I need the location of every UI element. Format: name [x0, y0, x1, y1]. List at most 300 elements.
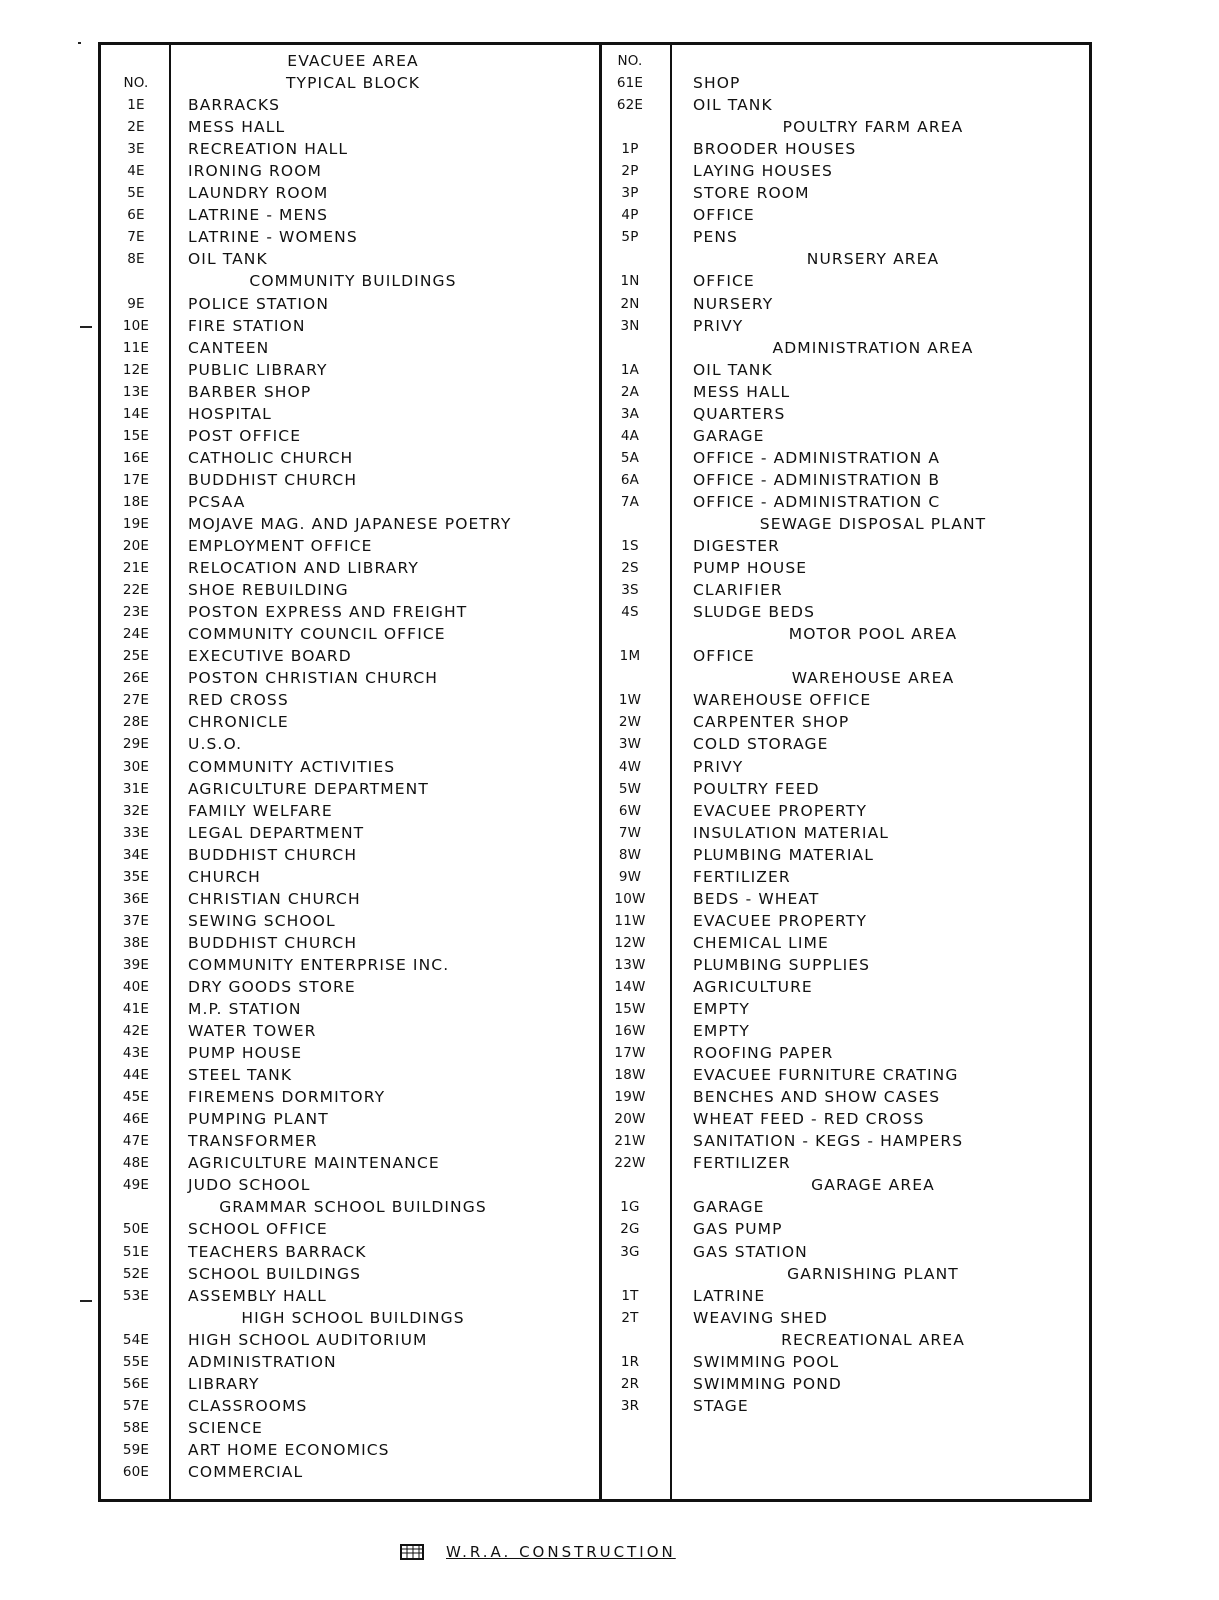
item-number: 29E — [122, 736, 150, 753]
legend-row — [110, 94, 590, 116]
item-number: 7E — [127, 229, 145, 246]
item-number: 3R — [620, 1397, 640, 1414]
item-number: 5W — [618, 780, 642, 797]
item-label: EVACUEE FURNITURE CRATING — [693, 1066, 959, 1085]
legend-row — [605, 72, 1085, 94]
item-number: 18W — [614, 1067, 646, 1084]
section-heading — [110, 1307, 590, 1329]
item-label: COLD STORAGE — [693, 735, 829, 754]
item-label: OFFICE — [693, 272, 755, 291]
item-label: BUDDHIST CHURCH — [188, 845, 358, 864]
item-label: LAYING HOUSES — [693, 162, 833, 181]
item-number: 13W — [614, 956, 646, 973]
item-label: OFFICE — [693, 647, 755, 666]
item-label: DIGESTER — [693, 537, 780, 556]
item-label: PLUMBING SUPPLIES — [693, 955, 871, 974]
legend-row — [605, 1373, 1085, 1395]
item-number: 16W — [614, 1023, 646, 1040]
item-label: CHEMICAL LIME — [693, 933, 829, 952]
item-number: 41E — [122, 1001, 150, 1018]
legend-row — [605, 138, 1085, 160]
item-label: GAS STATION — [693, 1242, 808, 1261]
legend-row — [110, 976, 590, 998]
item-number: 2A — [620, 383, 640, 400]
legend-row — [110, 160, 590, 182]
item-label: BUDDHIST CHURCH — [188, 470, 358, 489]
item-number: 40E — [122, 978, 150, 995]
item-label: SLUDGE BEDS — [693, 603, 816, 622]
item-number: 14E — [122, 405, 150, 422]
item-label: EVACUEE PROPERTY — [693, 801, 868, 820]
footer-caption: W.R.A. CONSTRUCTION — [446, 1543, 676, 1561]
legend-row — [605, 579, 1085, 601]
item-label: EMPTY — [693, 1000, 750, 1019]
item-label: CHRISTIAN CHURCH — [188, 889, 361, 908]
item-label: PRIVY — [693, 316, 744, 335]
item-number: 2S — [621, 560, 639, 577]
legend-row — [605, 182, 1085, 204]
item-number: 9E — [127, 295, 145, 312]
legend-row — [605, 1020, 1085, 1042]
item-number: 1E — [127, 97, 145, 114]
item-number: 14W — [614, 978, 646, 995]
item-label: EMPLOYMENT OFFICE — [188, 537, 373, 556]
item-number: 26E — [122, 670, 150, 687]
legend-row — [605, 1307, 1085, 1329]
legend-row — [110, 888, 590, 910]
item-number: 30E — [122, 758, 150, 775]
margin-tick — [80, 326, 92, 328]
legend-row — [605, 447, 1085, 469]
item-label: M.P. STATION — [188, 1000, 302, 1019]
legend-row — [605, 403, 1085, 425]
item-label: PUMPING PLANT — [188, 1110, 329, 1129]
item-number: 16E — [122, 449, 150, 466]
legend-row — [110, 1020, 590, 1042]
right-legend-column — [605, 50, 1085, 1417]
item-label: RELOCATION AND LIBRARY — [188, 559, 419, 578]
legend-row — [605, 1196, 1085, 1218]
item-number: 17E — [122, 471, 150, 488]
legend-row — [605, 1218, 1085, 1240]
item-label: OFFICE - ADMINISTRATION C — [693, 492, 941, 511]
item-number: 21E — [122, 560, 150, 577]
item-label: HIGH SCHOOL AUDITORIUM — [188, 1330, 428, 1349]
item-label: SWIMMING POOL — [693, 1352, 840, 1371]
item-label: ASSEMBLY HALL — [188, 1286, 327, 1305]
item-label: LIBRARY — [188, 1374, 260, 1393]
legend-row — [110, 1263, 590, 1285]
legend-row — [605, 359, 1085, 381]
item-number: 2E — [127, 119, 145, 136]
item-label: BEDS - WHEAT — [693, 889, 820, 908]
item-label: FIREMENS DORMITORY — [188, 1088, 386, 1107]
item-label: MOJAVE MAG. AND JAPANESE POETRY — [188, 514, 512, 533]
item-number: 1T — [621, 1287, 639, 1304]
item-number: 1S — [621, 538, 639, 555]
item-number: 27E — [122, 692, 150, 709]
item-number: 12W — [614, 934, 646, 951]
item-number: 1R — [620, 1353, 640, 1370]
item-number: 2P — [621, 163, 639, 180]
legend-row — [110, 800, 590, 822]
item-label: SWIMMING POND — [693, 1374, 842, 1393]
item-label: SEWING SCHOOL — [188, 911, 336, 930]
legend-row — [605, 844, 1085, 866]
legend-row — [110, 447, 590, 469]
item-number: 23E — [122, 604, 150, 621]
item-label: OFFICE - ADMINISTRATION B — [693, 470, 941, 489]
item-number: 7W — [618, 824, 642, 841]
legend-row — [110, 315, 590, 337]
legend-row — [110, 535, 590, 557]
item-label: STEEL TANK — [188, 1066, 293, 1085]
legend-row — [110, 910, 590, 932]
section-title: EVACUEE AREA — [287, 52, 419, 70]
item-number: 1M — [619, 648, 641, 665]
legend-row — [110, 1395, 590, 1417]
item-label: POST OFFICE — [188, 426, 302, 445]
item-number: 4S — [621, 604, 639, 621]
item-label: OIL TANK — [693, 360, 773, 379]
legend-row — [605, 270, 1085, 292]
item-label: WHEAT FEED - RED CROSS — [693, 1110, 925, 1129]
item-label: TRANSFORMER — [188, 1132, 318, 1151]
item-number: 19E — [122, 515, 150, 532]
section-heading — [110, 50, 590, 72]
item-label: COMMERCIAL — [188, 1463, 304, 1481]
item-label: PUMP HOUSE — [188, 1044, 303, 1063]
item-label: WATER TOWER — [188, 1022, 317, 1041]
legend-row — [110, 116, 590, 138]
legend-row — [110, 1108, 590, 1130]
item-number: 51E — [122, 1243, 150, 1260]
item-number: 37E — [122, 912, 150, 929]
item-label: CARPENTER SHOP — [693, 713, 850, 732]
item-number: 53E — [122, 1287, 150, 1304]
legend-row — [110, 954, 590, 976]
item-label: OFFICE — [693, 206, 755, 225]
legend-row — [110, 733, 590, 755]
item-number: 4W — [618, 758, 642, 775]
item-label: EMPTY — [693, 1022, 750, 1041]
legend-row — [605, 976, 1085, 998]
legend-row — [605, 645, 1085, 667]
item-number: 20W — [614, 1111, 646, 1128]
legend-row — [110, 359, 590, 381]
item-label: ADMINISTRATION — [188, 1352, 337, 1371]
section-heading — [605, 1263, 1085, 1285]
item-label: DRY GOODS STORE — [188, 977, 356, 996]
legend-row — [605, 756, 1085, 778]
section-title: WAREHOUSE AREA — [791, 669, 955, 688]
item-number: 3S — [621, 582, 639, 599]
legend-row — [605, 822, 1085, 844]
item-label: LATRINE - WOMENS — [188, 228, 358, 247]
item-label: FERTILIZER — [693, 1154, 791, 1173]
item-label: STAGE — [693, 1396, 749, 1415]
item-label: CANTEEN — [188, 338, 270, 357]
legend-row — [110, 491, 590, 513]
item-number: 8W — [618, 846, 642, 863]
item-label: CLARIFIER — [693, 581, 783, 600]
item-label: POSTON CHRISTIAN CHURCH — [188, 669, 438, 688]
item-label: AGRICULTURE — [693, 977, 813, 996]
item-number: 45E — [122, 1089, 150, 1106]
footer — [400, 1540, 676, 1564]
item-number: 12E — [122, 361, 150, 378]
item-number: 21W — [614, 1133, 646, 1150]
legend-row — [110, 226, 590, 248]
legend-row — [110, 1174, 590, 1196]
item-label: SCHOOL BUILDINGS — [188, 1264, 362, 1283]
item-number: 24E — [122, 626, 150, 643]
item-number: 38E — [122, 934, 150, 951]
legend-row — [605, 557, 1085, 579]
section-title: RECREATIONAL AREA — [781, 1330, 965, 1349]
item-number: 4E — [127, 163, 145, 180]
item-number: 2G — [620, 1221, 640, 1238]
item-label: CLASSROOMS — [188, 1396, 308, 1415]
legend-row — [110, 381, 590, 403]
item-number: 1G — [620, 1199, 640, 1216]
legend-row — [110, 998, 590, 1020]
legend-row — [605, 204, 1085, 226]
item-label: PUMP HOUSE — [693, 559, 808, 578]
legend-row — [110, 182, 590, 204]
item-label: LATRINE - MENS — [188, 206, 329, 225]
section-heading — [605, 513, 1085, 535]
item-label: SHOP — [693, 74, 741, 93]
item-label: COMMUNITY ENTERPRISE INC. — [188, 955, 450, 974]
legend-row — [605, 800, 1085, 822]
item-number: 56E — [122, 1375, 150, 1392]
item-number: 31E — [122, 780, 150, 797]
item-number: 39E — [122, 956, 150, 973]
legend-row — [605, 601, 1085, 623]
item-label: OIL TANK — [188, 250, 268, 269]
legend-row — [605, 1130, 1085, 1152]
item-label: BARRACKS — [188, 96, 281, 115]
legend-row — [110, 1461, 590, 1483]
item-number: 5P — [621, 229, 639, 246]
legend-row — [110, 557, 590, 579]
section-heading — [605, 623, 1085, 645]
item-number: 52E — [122, 1265, 150, 1282]
section-title: ADMINISTRATION AREA — [772, 338, 974, 357]
left-legend-column — [110, 50, 590, 1483]
legend-row — [110, 1241, 590, 1263]
item-label: BENCHES AND SHOW CASES — [693, 1088, 941, 1107]
legend-row — [110, 623, 590, 645]
section-heading — [110, 270, 590, 292]
item-label: COMMUNITY ACTIVITIES — [188, 757, 396, 776]
legend-row — [110, 1086, 590, 1108]
item-number: 22W — [614, 1155, 646, 1172]
legend-row — [605, 866, 1085, 888]
legend-row — [110, 1439, 590, 1461]
item-number: 35E — [122, 868, 150, 885]
item-number: 58E — [122, 1419, 150, 1436]
legend-row — [110, 1373, 590, 1395]
item-number: 4A — [620, 427, 640, 444]
item-number: 57E — [122, 1397, 150, 1414]
item-number: 15E — [122, 427, 150, 444]
item-number: 2N — [620, 295, 640, 312]
item-number: 1W — [618, 692, 642, 709]
section-heading — [605, 667, 1085, 689]
legend-row — [110, 866, 590, 888]
item-number: 46E — [122, 1111, 150, 1128]
item-number: 10W — [614, 890, 646, 907]
section-title: COMMUNITY BUILDINGS — [249, 272, 457, 291]
item-label: PCSAA — [188, 492, 246, 511]
item-number: 18E — [122, 493, 150, 510]
legend-row — [110, 822, 590, 844]
section-title: SEWAGE DISPOSAL PLANT — [759, 514, 987, 533]
item-number: 13E — [122, 383, 150, 400]
item-label: MESS HALL — [188, 118, 286, 137]
item-label: CHRONICLE — [188, 713, 289, 732]
legend-row — [605, 535, 1085, 557]
item-number: NO. — [617, 53, 643, 69]
item-number: 22E — [122, 582, 150, 599]
item-label: IRONING ROOM — [188, 162, 322, 181]
item-number: 1P — [621, 141, 639, 158]
legend-row — [110, 1042, 590, 1064]
item-number: 6W — [618, 802, 642, 819]
legend-row — [605, 910, 1085, 932]
item-number: 6A — [620, 471, 640, 488]
legend-row — [110, 1064, 590, 1086]
item-number: 15W — [614, 1001, 646, 1018]
item-label: PRIVY — [693, 757, 744, 776]
item-label: SCHOOL OFFICE — [188, 1220, 328, 1239]
item-number: 20E — [122, 538, 150, 555]
item-number: 55E — [122, 1353, 150, 1370]
legend-row — [605, 315, 1085, 337]
item-number: 10E — [122, 317, 150, 334]
section-title: HIGH SCHOOL BUILDINGS — [241, 1308, 465, 1327]
legend-row — [110, 425, 590, 447]
item-number: 49E — [122, 1177, 150, 1194]
item-number: 25E — [122, 648, 150, 665]
item-label: LEGAL DEPARTMENT — [188, 823, 365, 842]
item-label: WAREHOUSE OFFICE — [693, 691, 872, 710]
item-label: TEACHERS BARRACK — [188, 1242, 367, 1261]
item-number: 3E — [127, 141, 145, 158]
legend-row — [605, 1351, 1085, 1373]
item-number: NO. — [123, 75, 149, 92]
item-number: 61E — [616, 75, 644, 92]
margin-tick — [80, 1300, 92, 1302]
item-label: SANITATION - KEGS - HAMPERS — [693, 1132, 964, 1151]
item-number: 50E — [122, 1221, 150, 1238]
section-heading — [110, 72, 590, 94]
legend-row — [605, 711, 1085, 733]
item-label: LAUNDRY ROOM — [188, 184, 329, 203]
legend-row — [605, 1064, 1085, 1086]
item-number: 34E — [122, 846, 150, 863]
item-number: 3A — [620, 405, 640, 422]
item-number: 1A — [620, 361, 640, 378]
item-label: ART HOME ECONOMICS — [188, 1440, 390, 1459]
item-label: PENS — [693, 228, 738, 247]
item-label: WEAVING SHED — [693, 1308, 828, 1327]
item-number: 1N — [620, 273, 640, 290]
section-title: GARAGE AREA — [811, 1176, 935, 1195]
item-label: SHOE REBUILDING — [188, 581, 349, 600]
item-label: CHURCH — [188, 867, 261, 886]
item-number: 2R — [620, 1375, 640, 1392]
item-label: SCIENCE — [188, 1418, 263, 1437]
item-number: 42E — [122, 1023, 150, 1040]
legend-row — [110, 293, 590, 315]
scan-mark — [78, 42, 81, 44]
legend-row — [110, 1285, 590, 1307]
item-label: BROODER HOUSES — [693, 140, 857, 159]
section-heading — [605, 1174, 1085, 1196]
legend-row — [605, 160, 1085, 182]
legend-row — [110, 469, 590, 491]
legend-row — [110, 248, 590, 270]
column-divider — [599, 45, 602, 1499]
item-label: COMMUNITY COUNCIL OFFICE — [188, 625, 446, 644]
item-number: 59E — [122, 1441, 150, 1458]
item-label: BARBER SHOP — [188, 382, 312, 401]
legend-row — [605, 381, 1085, 403]
item-label: PLUMBING MATERIAL — [693, 845, 874, 864]
legend-row — [605, 888, 1085, 910]
legend-row — [110, 667, 590, 689]
item-label: NURSERY — [693, 294, 774, 313]
legend-row — [605, 226, 1085, 248]
item-label: OIL TANK — [693, 96, 773, 115]
item-label: RECREATION HALL — [188, 140, 349, 159]
legend-row — [110, 711, 590, 733]
legend-row — [110, 1351, 590, 1373]
legend-row — [605, 425, 1085, 447]
item-label: GARAGE — [693, 426, 765, 445]
item-label: EVACUEE PROPERTY — [693, 911, 868, 930]
item-label: OFFICE - ADMINISTRATION A — [693, 448, 941, 467]
item-number: 3P — [621, 185, 639, 202]
item-number: 62E — [616, 97, 644, 114]
legend-row — [110, 403, 590, 425]
legend-row — [605, 778, 1085, 800]
item-number: 54E — [122, 1331, 150, 1348]
item-label: POLICE STATION — [188, 294, 330, 313]
legend-row — [110, 645, 590, 667]
item-label: U.S.O. — [188, 735, 243, 754]
legend-row — [110, 337, 590, 359]
legend-row — [110, 601, 590, 623]
item-label: POSTON EXPRESS AND FREIGHT — [188, 603, 468, 622]
legend-row — [110, 778, 590, 800]
legend-row — [605, 1395, 1085, 1417]
item-label: LATRINE — [693, 1286, 766, 1305]
item-number: 48E — [122, 1155, 150, 1172]
legend-row — [605, 998, 1085, 1020]
item-number: 44E — [122, 1067, 150, 1084]
item-label: GARAGE — [693, 1198, 765, 1217]
item-number: 9W — [618, 868, 642, 885]
section-title: GRAMMAR SCHOOL BUILDINGS — [219, 1198, 487, 1217]
item-number: 19W — [614, 1089, 646, 1106]
item-number: 43E — [122, 1045, 150, 1062]
item-label: PUBLIC LIBRARY — [188, 360, 328, 379]
item-number: 2W — [618, 714, 642, 731]
